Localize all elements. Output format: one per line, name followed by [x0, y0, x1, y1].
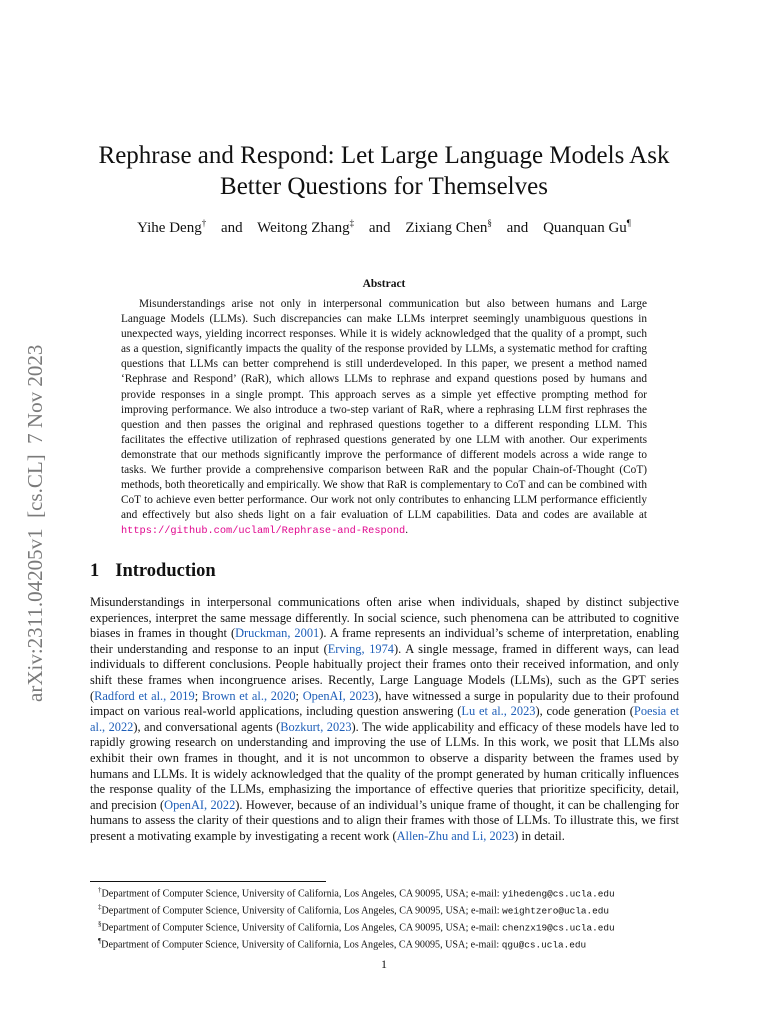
- arxiv-stamp-svg: [10, 238, 54, 708]
- abstract-body: [121, 297, 647, 540]
- footnote-email[interactable]: qgu@cs.ucla.edu: [501, 939, 587, 951]
- author-mark: †: [201, 218, 207, 228]
- introduction-paragraph: [90, 595, 679, 845]
- intro-text: ;: [194, 688, 202, 703]
- intro-text: ) in detail.: [514, 828, 565, 843]
- intro-text: ), have witnessed a surge in popularity due to their profound impact on various real-world applications, including question answering (: [90, 688, 680, 719]
- citation-link[interactable]: Bozkurt, 2023: [280, 719, 352, 734]
- page-number: 1: [381, 957, 387, 971]
- title-line-2: Better Questions for Themselves: [220, 173, 548, 200]
- title-line-1: Rephrase and Respond: Let Large Language Models Ask: [98, 142, 670, 169]
- footnote-email[interactable]: chenzx19@cs.ucla.edu: [502, 922, 615, 934]
- citation-link[interactable]: OpenAI, 2022: [164, 797, 236, 812]
- author-mark: ¶: [626, 218, 631, 228]
- footnote-text: Department of Computer Science, University of California, Los Angeles, CA 90095, USA; e-mail:: [101, 888, 503, 900]
- author-mark: ‡: [349, 218, 355, 228]
- citation-link[interactable]: Erving, 1974: [327, 641, 395, 656]
- footnote-mark: ‡: [98, 903, 102, 912]
- intro-text: ), code generation (: [535, 704, 634, 719]
- author-name: Yihe Deng: [137, 220, 202, 236]
- arxiv-stamp-text: arXiv:2311.04205v1 [cs.CL] 7 Nov 2023: [23, 344, 47, 702]
- citation-link[interactable]: Radford et al., 2019: [94, 688, 195, 703]
- intro-text: ), and conversational agents (: [133, 719, 281, 734]
- footnote-mark: †: [98, 886, 102, 894]
- footnote-mark: §: [98, 920, 102, 929]
- footnote-item: [90, 935, 690, 952]
- intro-text: ). The wide applicability and efficacy of these models have led to rapidly growing research on understanding and improving the use of LLMs. In this work, we posit that LLMs also exhibit their own frames in thought, and it is not uncommon to observe a disparity between the frames used by humans and LLMs. It is widely acknowledged that the quality of the prompt generated by human critically influences the response quality of the LLMs, emphasizing the importance of effective queries that prioritize specificity, detail, and precision (: [90, 719, 679, 812]
- section-heading: [90, 561, 216, 582]
- author-separator: and: [368, 220, 391, 236]
- footnote-item: [90, 918, 690, 935]
- author-list: [60, 218, 708, 237]
- paper-title: [60, 140, 708, 202]
- footnote-rule: [90, 881, 326, 882]
- arxiv-identifier-stamp: [10, 238, 54, 708]
- intro-text: ). However, because of an individual’s unique frame of thought, it can be challenging for humans to assess the clarity of their questions and to align their frames with those of LLMs. To illustrate this, we first present a motivating example by investigating a recent work (: [90, 797, 679, 843]
- abstract-text: Misunderstandings arise not only in interpersonal communication but also between humans and Large Language Models (LLMs). Such discrepancies can make LLMs interpret seemingly unambiguous questions in unexpected ways, yielding incorrect responses. While it is widely acknowledged that the quality of a prompt, such as a question, significantly impacts the quality of the response provided by LLMs, a systematic method for crafting questions that LLMs can better comprehend is still underdeveloped. In this paper, we present a method named ‘Rephrase and Respond’ (RaR), which allows LLMs to rephrase and expand questions posed by humans and provide responses in a single prompt. This approach serves as a simple yet effective prompting method for improving performance. We also introduce a two-step variant of RaR, where a rephrasing LLM first rephrases the question and then passes the original and rephrased questions together to a different responding LLM. This facilitates the effective utilization of rephrased questions generated by one LLM with another. Our experiments demonstrate that our methods significantly improve the performance of different models across a wide range to tasks. We further provide a comprehensive comparison between RaR and the popular Chain-of-Thought (CoT) methods, both theoretically and empirically. We show that RaR is complementary to CoT and can be combined with CoT to achieve even better performance. Our work not only contributes to enhancing LLM performance efficiently and effectively but also sheds light on a fair evaluation of LLM capabilities. Data and codes are available at: [121, 298, 647, 522]
- section-title: Introduction: [115, 561, 216, 581]
- intro-text: Misunderstandings in interpersonal communications often arise when individuals, shaped by distinct subjective experiences, interpret the same message differently. In social science, such phenomena can be attributed to cognitive biases in frames in thought (: [90, 595, 679, 641]
- abstract-end: .: [405, 524, 409, 537]
- author-name: Zixiang Chen: [405, 220, 488, 236]
- footnote-email[interactable]: yihedeng@cs.ucla.edu: [502, 888, 615, 900]
- citation-link[interactable]: Brown et al., 2020: [201, 688, 296, 703]
- code-repository-link[interactable]: https://github.com/uclaml/Rephrase-and-Respond: [121, 525, 406, 538]
- footnote-item: [90, 901, 690, 918]
- citation-link[interactable]: Allen-Zhu and Li, 2023: [396, 828, 515, 843]
- author-name: Weitong Zhang: [257, 220, 350, 236]
- intro-text: ;: [295, 688, 303, 703]
- author-name: Quanquan Gu: [543, 220, 627, 236]
- footnote-mark: ¶: [98, 937, 102, 946]
- author-separator: and: [506, 220, 529, 236]
- footnote-text: Department of Computer Science, University of California, Los Angeles, CA 90095, USA; e-mail:: [101, 939, 502, 951]
- author-mark: §: [487, 218, 492, 228]
- citation-link[interactable]: OpenAI, 2023: [302, 688, 375, 703]
- footnote-text: Department of Computer Science, University of California, Los Angeles, CA 90095, USA; e-mail:: [101, 905, 503, 917]
- citation-link[interactable]: Lu et al., 2023: [461, 704, 536, 719]
- abstract-heading: Abstract: [362, 278, 406, 290]
- author-separator: and: [220, 220, 243, 236]
- footnote-item: [90, 884, 690, 901]
- intro-text: ). A frame represents an individual’s scheme of interpretation, enabling their understanding and response to an input (: [90, 626, 679, 656]
- citation-link[interactable]: Poesia et al., 2022: [90, 704, 680, 734]
- footnote-email[interactable]: weightzero@ucla.edu: [502, 905, 609, 917]
- citation-link[interactable]: Druckman, 2001: [235, 626, 320, 641]
- footnote-text: Department of Computer Science, University of California, Los Angeles, CA 90095, USA; e-mail:: [101, 922, 503, 934]
- section-number: 1: [90, 561, 100, 581]
- intro-text: ). A single message, framed in different ways, can lead individuals to different conclusions. People habitually project their frames onto their received information, and only shift these frames when incongruence arises. Recently, Large Language Models (LLMs), such as the GPT series (: [90, 641, 680, 703]
- footnotes: [90, 884, 690, 953]
